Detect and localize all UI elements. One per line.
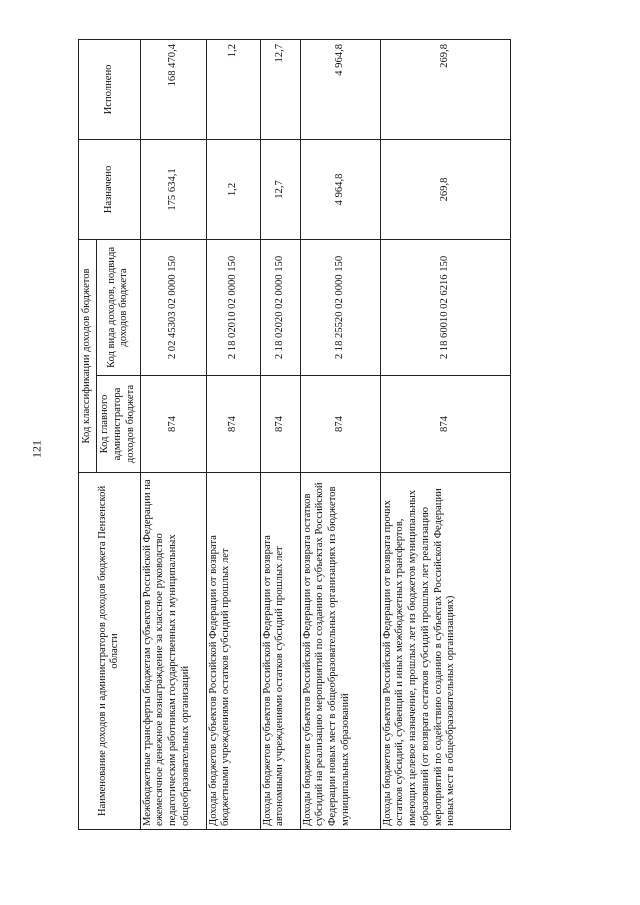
row-admin-code: 874	[380, 376, 510, 473]
row-executed: 12,7	[260, 39, 300, 139]
row-name: Доходы бюджетов субъектов Российской Федерации от возврата бюджетными учреждениями остатков субсидий прошлых лет	[206, 473, 260, 830]
row-assigned: 269,8	[380, 139, 510, 239]
page-number: 121	[29, 440, 44, 458]
header-executed: Исполнено	[79, 39, 141, 139]
header-admin-code: Код главного администратора доходов бюджета	[96, 376, 140, 473]
row-assigned: 1,2	[206, 139, 260, 239]
row-admin-code: 874	[140, 376, 206, 473]
row-income-code: 2 02 45303 02 0000 150	[140, 239, 206, 375]
income-table	[78, 39, 511, 830]
table-row	[380, 39, 510, 829]
rotated-table-container	[78, 40, 508, 830]
header-income-code: Код вида доходов, подвида доходов бюджета	[96, 239, 140, 375]
row-income-code: 2 18 25520 02 0000 150	[300, 239, 380, 375]
header-name: Наименование доходов и администраторов доходов бюджета Пензенской области	[79, 473, 141, 830]
row-admin-code: 874	[206, 376, 260, 473]
row-income-code: 2 18 02020 02 0000 150	[260, 239, 300, 375]
row-name: Доходы бюджетов субъектов Российской Федерации от возврата остатков субсидий на реализацию мероприятий по созданию в субъектах Российской Федерации новых мест в общеобразовательных организациях из бюджетов муниципальных образований	[300, 473, 380, 830]
row-name: Межбюджетные трансферты бюджетам субъектов Российской Федерации на ежемесячное денежное вознаграждение за классное руководство педагогическим работникам государственных и муниципальных общеобразовательных организаций	[140, 473, 206, 830]
table-row	[300, 39, 380, 829]
row-executed: 1,2	[206, 39, 260, 139]
row-assigned: 12,7	[260, 139, 300, 239]
header-classification: Код классификации доходов бюджетов	[79, 239, 97, 472]
header-assigned: Назначено	[79, 139, 141, 239]
table-row	[206, 39, 260, 829]
row-assigned: 175 634,1	[140, 139, 206, 239]
row-name: Доходы бюджетов субъектов Российской Федерации от возврата прочих остатков субсидий, субвенций и иных межбюджетных трансфертов, имеющих целевое назначение, прошлых лет из бюджетов муниципальных образований (от возврата остатков субсидий прошлых лет реализацию мероприятий по содействию созданию в субъектах Российской Федерации новых мест в общеобразовательных организациях)	[380, 473, 510, 830]
row-name: Доходы бюджетов субъектов Российской Федерации от возврата автономными учреждениями остатков субсидий прошлых лет	[260, 473, 300, 830]
row-income-code: 2 18 02010 02 0000 150	[206, 239, 260, 375]
row-executed: 269,8	[380, 39, 510, 139]
row-admin-code: 874	[260, 376, 300, 473]
table-row	[260, 39, 300, 829]
row-executed: 168 470,4	[140, 39, 206, 139]
table-row	[140, 39, 206, 829]
row-executed: 4 964,8	[300, 39, 380, 139]
row-assigned: 4 964,8	[300, 139, 380, 239]
row-income-code: 2 18 60010 02 6216 150	[380, 239, 510, 375]
row-admin-code: 874	[300, 376, 380, 473]
